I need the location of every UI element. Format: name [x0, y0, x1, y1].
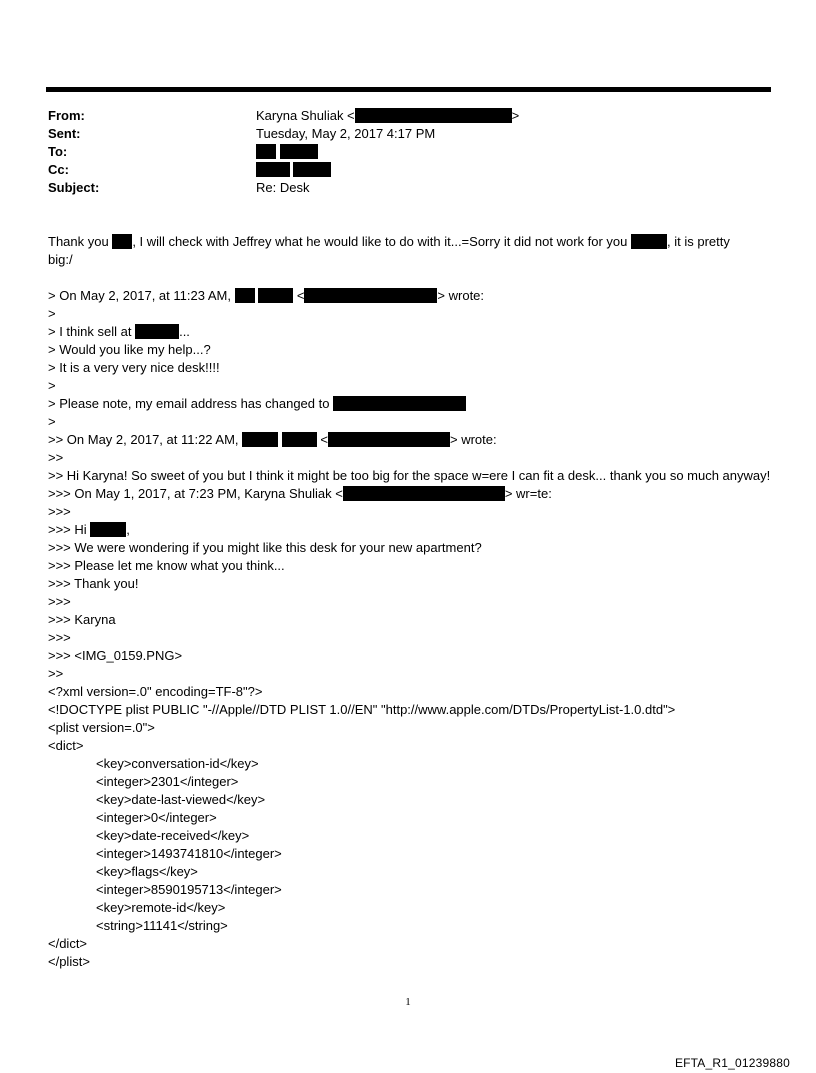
xml-line: <integer>1493741810</integer>	[96, 846, 282, 861]
quote-line	[48, 431, 773, 449]
blank-line	[48, 269, 773, 287]
redaction-box	[282, 432, 317, 447]
body-text: , it is pretty	[667, 234, 730, 249]
redaction-box	[112, 234, 132, 249]
redaction-box	[343, 486, 505, 501]
quote-text: > wr=te:	[504, 486, 552, 501]
redaction-box	[355, 108, 512, 123]
xml-line: <string>11141</string>	[96, 918, 228, 933]
redaction-box	[333, 396, 466, 411]
cc-value	[256, 161, 331, 179]
body-line	[48, 233, 773, 251]
to-label: To:	[48, 144, 68, 159]
subject-label: Subject:	[48, 180, 100, 195]
redaction-box	[258, 288, 293, 303]
redaction-box	[293, 162, 331, 177]
quote-line: >>>	[48, 594, 71, 609]
xml-line: <?xml version=.0" encoding=TF-8"?>	[48, 684, 263, 699]
quote-line: >	[48, 414, 56, 429]
from-row	[48, 107, 768, 125]
redaction-box	[135, 324, 179, 339]
quote-line: > Would you like my help...?	[48, 342, 211, 357]
quote-line	[48, 287, 773, 305]
xml-line: <key>flags</key>	[96, 864, 198, 879]
sent-value: Tuesday, May 2, 2017 4:17 PM	[256, 126, 436, 141]
quote-line: > It is a very very nice desk!!!!	[48, 360, 220, 375]
cc-label: Cc:	[48, 162, 69, 177]
cc-row	[48, 161, 768, 179]
redaction-box	[304, 288, 437, 303]
xml-line: <!DOCTYPE plist PUBLIC "-//Apple//DTD PLIST 1.0//EN" "http://www.apple.com/DTDs/PropertyList-1.0.dtd">	[48, 702, 676, 717]
quote-text: > I think sell at	[48, 324, 136, 339]
redaction-box	[280, 144, 318, 159]
xml-line: </plist>	[48, 954, 90, 969]
quote-line: >>>	[48, 504, 71, 519]
subject-row	[48, 179, 768, 197]
quote-line: >>> Karyna	[48, 612, 116, 627]
quote-line: >>> <IMG_0159.PNG>	[48, 648, 183, 663]
xml-line: <key>date-received</key>	[96, 828, 250, 843]
from-label: From:	[48, 108, 85, 123]
quote-line: >	[48, 378, 56, 393]
sent-row	[48, 125, 768, 143]
redaction-box	[242, 432, 278, 447]
quote-text: >>> On May 1, 2017, at 7:23 PM, Karyna Shuliak <	[48, 486, 343, 501]
from-value	[256, 107, 519, 125]
quote-line: >>	[48, 666, 64, 681]
to-row	[48, 143, 768, 161]
redaction-box	[328, 432, 450, 447]
to-value	[256, 143, 318, 161]
quote-line: >>> Thank you!	[48, 576, 139, 591]
redaction-box	[256, 144, 276, 159]
document-id: EFTA_R1_01239880	[674, 1056, 790, 1070]
xml-line: <dict>	[48, 738, 84, 753]
quote-text: > wrote:	[450, 432, 497, 447]
xml-line: <plist version=.0">	[48, 720, 155, 735]
xml-line: <integer>0</integer>	[96, 810, 217, 825]
quote-line: >>	[48, 450, 64, 465]
quote-text: > wrote:	[437, 288, 485, 303]
xml-line: </dict>	[48, 936, 88, 951]
xml-line: <integer>8590195713</integer>	[96, 882, 282, 897]
quote-line: >> Hi Karyna! So sweet of you but I think it might be too big for the space w=ere I can fit a desk... thank you so much anyway!	[48, 468, 771, 483]
from-close: >	[511, 108, 520, 123]
redaction-box	[235, 288, 255, 303]
sent-label: Sent:	[48, 126, 81, 141]
email-body	[48, 233, 773, 971]
quote-text: <	[293, 288, 305, 303]
redaction-box	[90, 522, 126, 537]
xml-line: <integer>2301</integer>	[96, 774, 239, 789]
body-line: big:/	[48, 252, 73, 267]
quote-text: > On May 2, 2017, at 11:23 AM,	[48, 288, 235, 303]
xml-line: <key>date-last-viewed</key>	[96, 792, 266, 807]
quote-text: > Please note, my email address has changed to	[48, 396, 334, 411]
from-name: Karyna Shuliak <	[256, 108, 355, 123]
redaction-box	[631, 234, 667, 249]
quote-line	[48, 521, 773, 539]
quote-line: >>>	[48, 630, 71, 645]
xml-line: <key>remote-id</key>	[96, 900, 226, 915]
quote-line	[48, 395, 773, 413]
quote-line	[48, 323, 773, 341]
xml-line: <key>conversation-id</key>	[96, 756, 259, 771]
body-text: , I will check with Jeffrey what he would like to do with it...=Sorry it did not work for you	[132, 234, 631, 249]
redaction-box	[256, 162, 290, 177]
page-number: 1	[405, 996, 411, 1008]
quote-text: ...	[179, 324, 190, 339]
header-rule	[46, 87, 771, 92]
email-header	[48, 107, 768, 197]
quote-line	[48, 485, 773, 503]
quote-text: >>> Hi	[48, 522, 91, 537]
body-text: Thank you	[48, 234, 113, 249]
subject-value: Re: Desk	[256, 180, 310, 195]
quote-text: ,	[126, 522, 130, 537]
quote-text: <	[316, 432, 328, 447]
quote-line: >>> Please let me know what you think...	[48, 558, 285, 573]
quote-text: >> On May 2, 2017, at 11:22 AM,	[48, 432, 243, 447]
quote-line: >>> We were wondering if you might like this desk for your new apartment?	[48, 540, 482, 555]
quote-line: >	[48, 306, 56, 321]
